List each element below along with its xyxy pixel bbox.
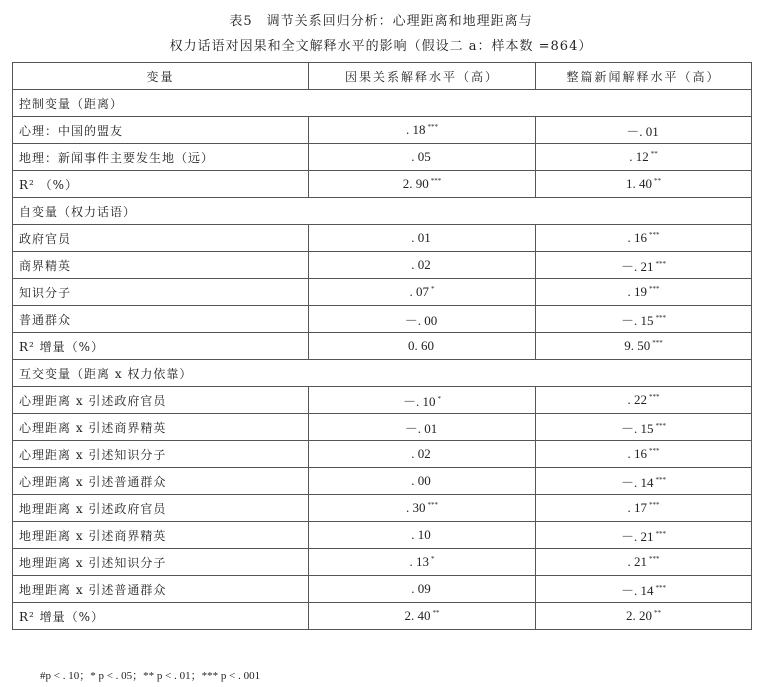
table-row [13,387,752,414]
significance-stars: ** [654,609,661,617]
table-row [13,549,752,576]
table-row [13,225,752,252]
full-news-value-cell [536,495,752,522]
variable-label: 地理距离 x 引述商界精英 [13,522,309,549]
variable-label: 心理距离 x 引述政府官员 [13,387,309,414]
causal-value-cell [309,225,536,252]
coefficient: . 02 [411,257,431,272]
coefficient: 2. 40 [404,608,431,623]
coefficient: －. 21 [620,258,654,274]
causal-value-cell [309,414,536,441]
full-news-value-cell [536,603,752,630]
variable-label: 政府官员 [13,225,309,252]
significance-stars: *** [655,313,666,322]
variable-label: 知识分子 [13,279,309,306]
coefficient: . 10 [411,527,431,542]
causal-value-cell [309,522,536,549]
header-row [13,63,752,90]
table-row [13,522,752,549]
variable-label: 心理：中国的盟友 [13,117,309,144]
coefficient: . 07 [409,284,429,299]
coefficient: －. 15 [620,312,654,328]
significance-stars: ** [654,177,661,185]
section-row [13,360,752,387]
table-title-line-2: 权力话语对因果和全文解释水平的影响（假设二 a：样本数 =864） [169,39,593,54]
full-news-value-cell [536,522,752,549]
significance-stars: *** [427,123,438,131]
variable-label: 心理距离 x 引述商界精英 [13,414,309,441]
coefficient: . 13 [409,554,429,569]
full-news-value-cell [536,306,752,333]
coefficient: . 21 [627,554,647,569]
significance-stars: *** [649,555,660,563]
variable-label: 地理距离 x 引述普通群众 [13,576,309,603]
table-row [13,252,752,279]
coefficient: . 00 [411,473,431,488]
table-row [13,468,752,495]
full-news-value-cell [536,225,752,252]
coefficient: －. 14 [620,474,654,490]
table-row [13,306,752,333]
coefficient: －. 00 [404,312,438,328]
variable-label: 心理距离 x 引述知识分子 [13,441,309,468]
variable-label: 地理距离 x 引述知识分子 [13,549,309,576]
causal-value-cell [309,603,536,630]
header-full-news-level: 整篇新闻解释水平（高） [536,63,752,90]
full-news-value-cell [536,144,752,171]
table-row [13,495,752,522]
significance-stars: *** [430,177,442,185]
full-news-value-cell [536,441,752,468]
causal-value-cell [309,441,536,468]
coefficient: －. 01 [404,420,438,436]
significance-stars: *** [655,421,666,430]
coefficient: 2. 20 [626,608,652,623]
coefficient: . 30 [406,500,426,515]
significance-stars: *** [655,583,666,592]
coefficient: . 18 [406,122,426,137]
causal-value-cell [309,333,536,360]
coefficient: 9. 50 [624,338,651,353]
coefficient: －. 21 [620,528,654,544]
variable-label: R² 增量（%） [13,333,309,360]
table-row [13,576,752,603]
causal-value-cell [309,252,536,279]
significance-stars: *** [649,447,660,455]
coefficient: －. 14 [620,582,654,598]
footnote: #p < . 10；* p < . 05；** p < . 01；*** p < . 001 [40,670,261,682]
section-row [13,198,752,225]
significance-stars: ** [432,609,440,617]
variable-label: 普通群众 [13,306,309,333]
table-row [13,171,752,198]
coefficient: . 05 [411,149,431,164]
table-row [13,144,752,171]
causal-value-cell [309,549,536,576]
full-news-value-cell [536,171,752,198]
significance-stars: *** [649,285,660,293]
coefficient: . 16 [627,446,647,461]
causal-value-cell [309,117,536,144]
coefficient: －. 15 [620,420,654,436]
coefficient: 2. 90 [402,176,429,191]
section-row [13,90,752,117]
coefficient: －. 10 [402,393,436,409]
full-news-value-cell [536,414,752,441]
full-news-value-cell [536,279,752,306]
table-row [13,333,752,360]
causal-value-cell [309,306,536,333]
significance-stars: *** [655,259,666,268]
causal-value-cell [309,468,536,495]
section-label: 控制变量（距离） [13,90,752,117]
variable-label: 地理距离 x 引述政府官员 [13,495,309,522]
coefficient: 1. 40 [626,176,652,191]
table-title-line-1: 表5 调节关系回归分析：心理距离和地理距离与 [229,14,533,29]
coefficient: . 22 [627,392,647,407]
significance-stars: *** [649,501,660,509]
causal-value-cell [309,387,536,414]
coefficient: . 17 [627,500,647,515]
variable-label: R² 增量（%） [13,603,309,630]
table-row [13,279,752,306]
variable-label: 地理：新闻事件主要发生地（远） [13,144,309,171]
table-row [13,414,752,441]
full-news-value-cell [536,333,752,360]
full-news-value-cell [536,576,752,603]
table-row [13,603,752,630]
significance-stars: *** [649,393,660,401]
coefficient: . 16 [627,230,647,245]
full-news-value-cell [536,468,752,495]
section-label: 互交变量（距离 x 权力依靠） [13,360,752,387]
significance-stars: * [437,394,441,403]
significance-stars: *** [655,475,666,484]
significance-stars: *** [649,231,660,239]
causal-value-cell [309,576,536,603]
causal-value-cell [309,144,536,171]
table-row [13,441,752,468]
table-row [13,117,752,144]
regression-table [12,62,752,630]
variable-label: 商界精英 [13,252,309,279]
causal-value-cell [309,495,536,522]
full-news-value-cell [536,117,752,144]
significance-stars: *** [655,529,666,538]
causal-value-cell [309,279,536,306]
significance-stars: * [431,285,435,293]
header-causal-level: 因果关系解释水平（高） [309,63,536,90]
variable-label: R² （%） [13,171,309,198]
header-variable: 变量 [13,63,309,90]
coefficient: . 12 [629,149,649,164]
significance-stars: *** [652,339,663,347]
coefficient: . 19 [627,284,647,299]
coefficient: －. 01 [626,123,659,139]
coefficient: . 09 [411,581,431,596]
coefficient: . 02 [411,446,431,461]
significance-stars: ** [650,150,658,158]
full-news-value-cell [536,252,752,279]
significance-stars: * [431,555,435,563]
causal-value-cell [309,171,536,198]
coefficient: . 01 [411,230,431,245]
full-news-value-cell [536,387,752,414]
significance-stars: *** [427,501,438,509]
variable-label: 心理距离 x 引述普通群众 [13,468,309,495]
full-news-value-cell [536,549,752,576]
section-label: 自变量（权力话语） [13,198,752,225]
coefficient: 0. 60 [408,338,434,353]
